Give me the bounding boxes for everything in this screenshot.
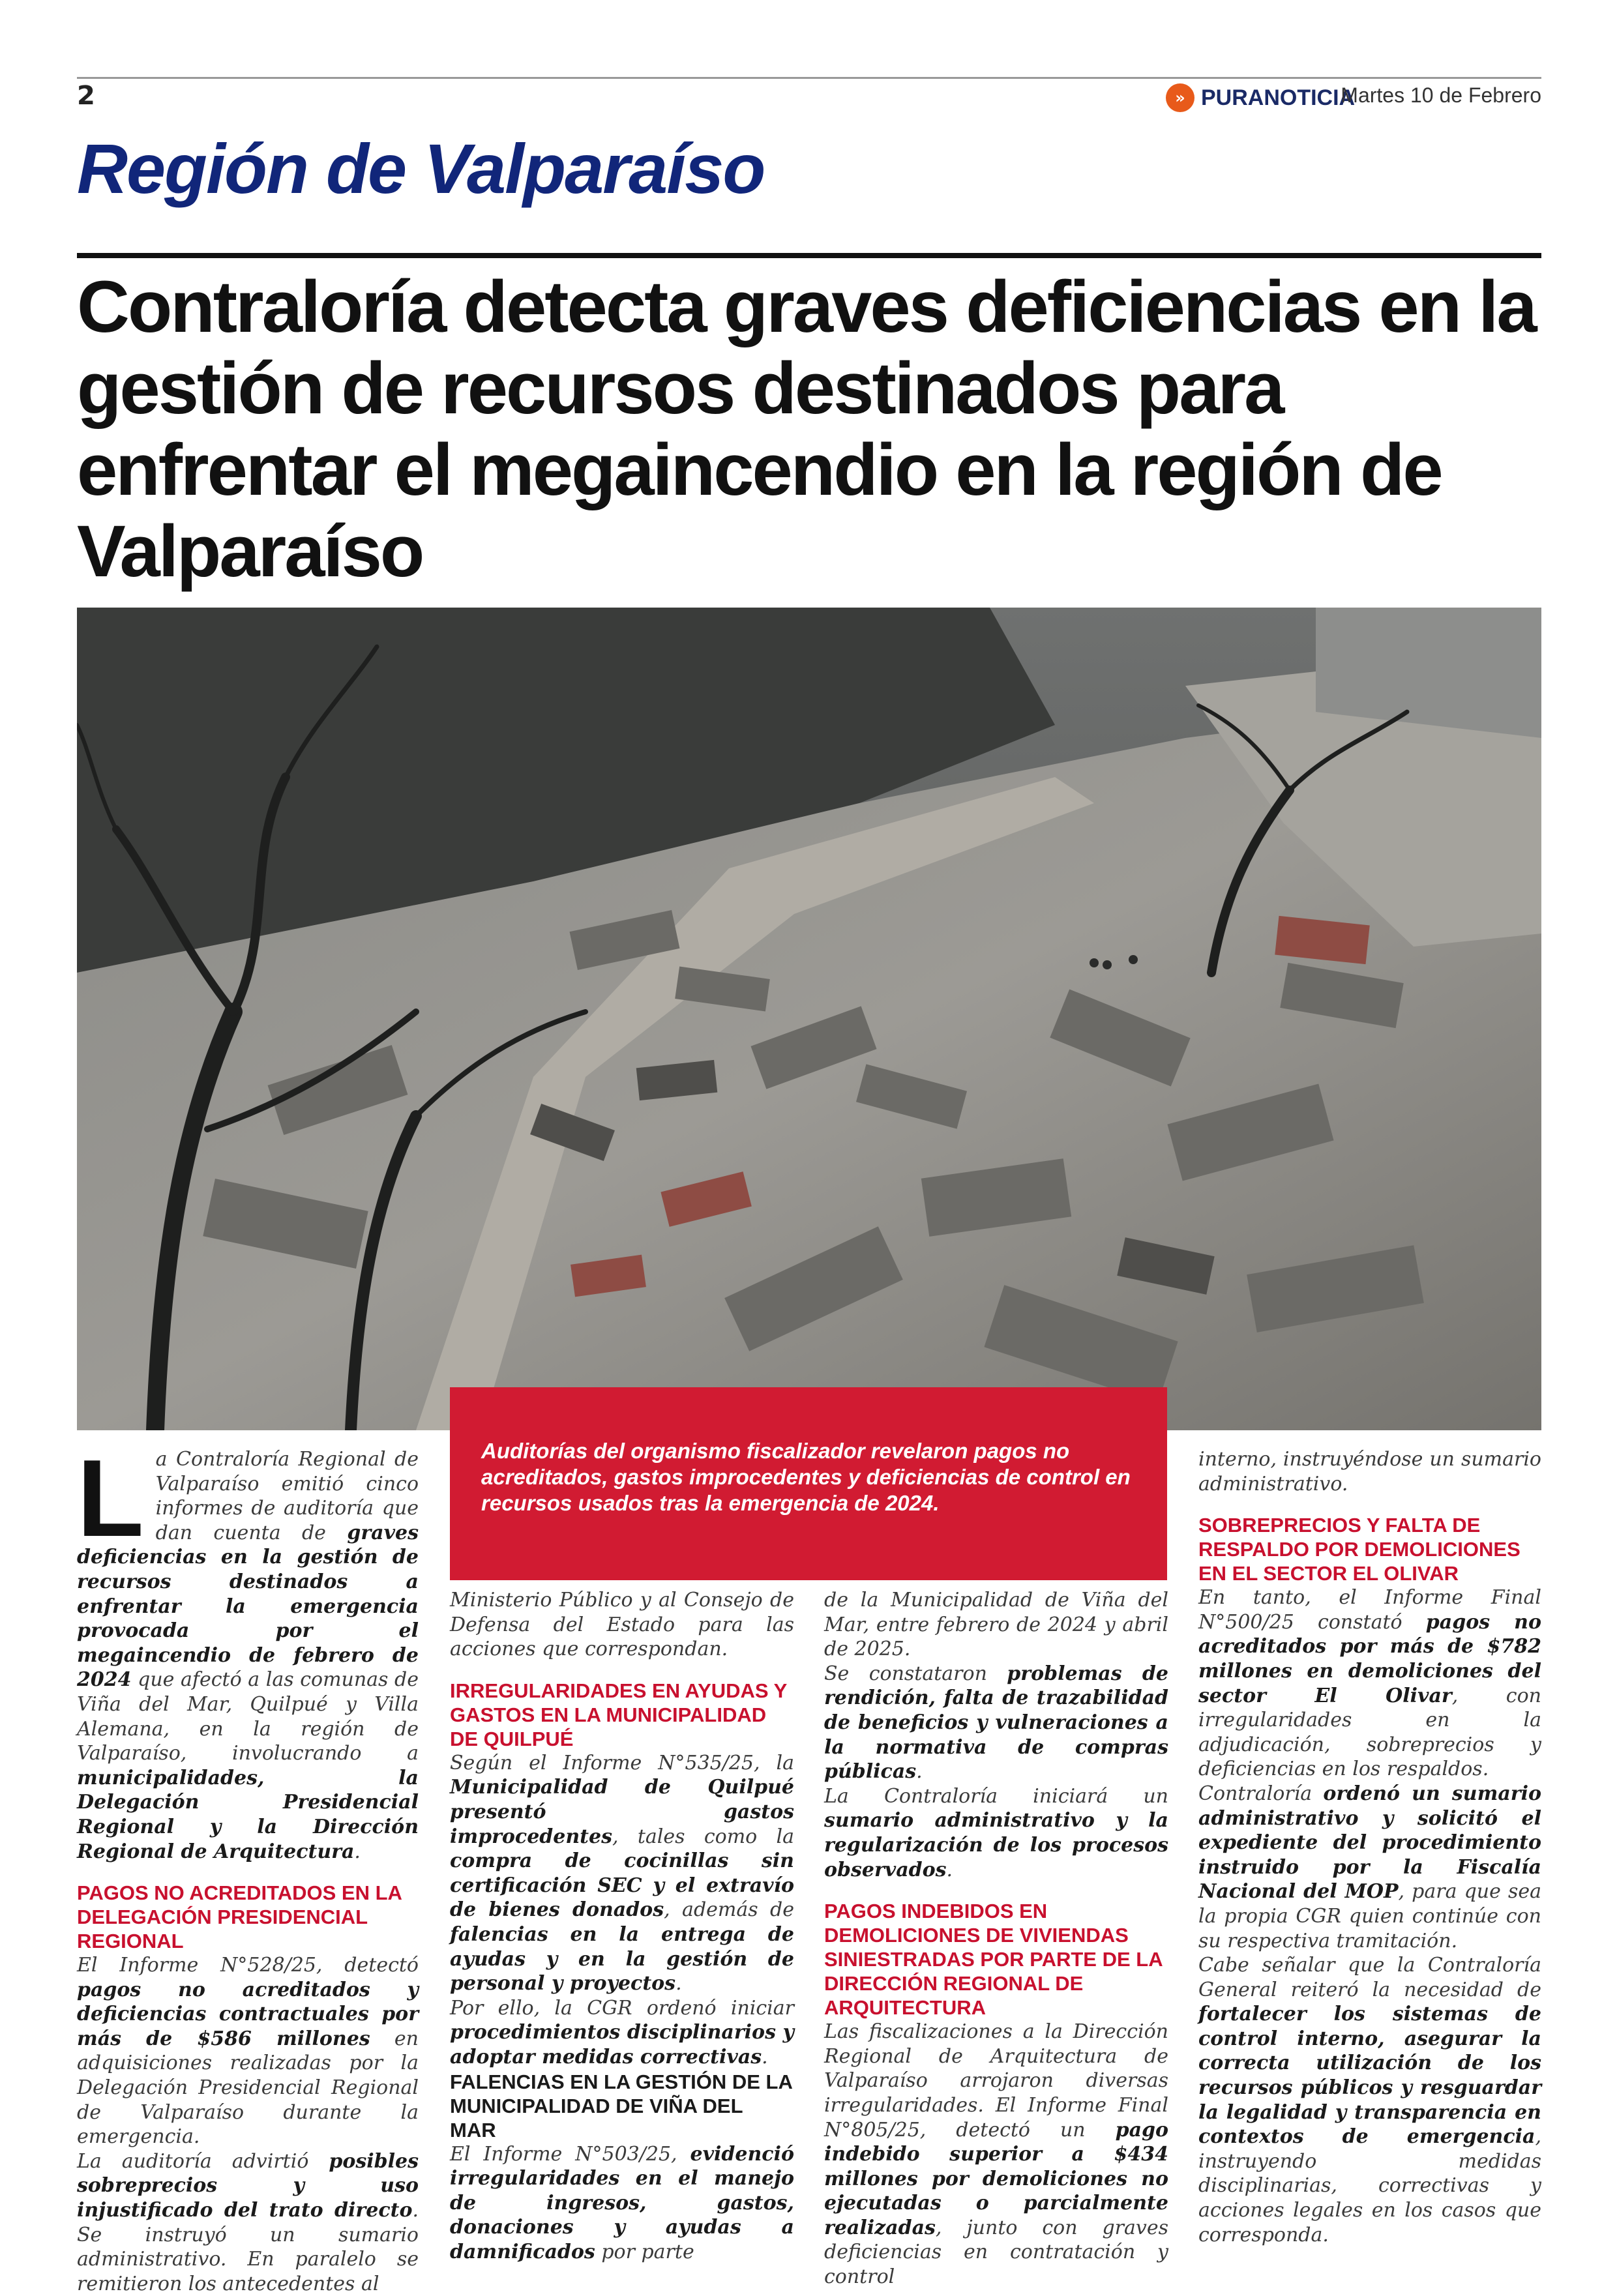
section-rule xyxy=(77,253,1541,258)
paragraph: Según el Informe N°535/25, la Municipalidad de Quilpué presentó gastos improcedentes, tales como la compra de cocinillas sin certificación SEC y el extravío de bienes donados, además de falencias en la entrega de ayudas y en la gestión de personal y proyectos. xyxy=(450,1751,795,1995)
paragraph: Por ello, la CGR ordenó iniciar procedimientos disciplinarios y adoptar medidas correctivas. xyxy=(450,1996,794,2068)
paragraph: Se constataron problemas de rendición, falta de trazabilidad de beneficios y vulneraciones a la normativa de compras públicas. xyxy=(824,1662,1168,1784)
article-callout: Auditorías del organismo fiscalizador revelaron pagos no acreditados, gastos improcedentes y deficiencias de control en recursos usados tras la emergencia de 2024. xyxy=(450,1387,1167,1580)
paragraph: La Contraloría iniciará un sumario administrativo y la regularización de los procesos observados. xyxy=(824,1784,1168,1881)
column-1 xyxy=(77,1437,419,2296)
paragraph: Ministerio Público y al Consejo de Defensa del Estado para las acciones que correspondan. xyxy=(450,1589,794,1661)
article-headline: Contraloría detecta graves deficiencias en la gestión de recursos destinados para enfrentar el megaincendio en la región de Valparaíso xyxy=(77,266,1535,592)
subheading: SOBREPRECIOS Y FALTA DE RESPALDO POR DEMOLICIONES EN EL SECTOR EL OLIVAR xyxy=(1198,1514,1521,1585)
paragraph: El Informe N°528/25, detectó pagos no acreditados y deficiencias contractuales por más de $586 millones en adquisiciones realizadas por la Delegación Presidencial Regional de Valparaíso durante la emergencia. xyxy=(77,1954,419,2149)
subheading: PAGOS NO ACREDITADOS EN LA DELEGACIÓN PRESIDENCIAL REGIONAL xyxy=(77,1881,402,1953)
play-arrows-icon: » xyxy=(1166,83,1194,112)
issue-date: Martes 10 de Febrero xyxy=(1341,83,1541,107)
paragraph: La Contraloría Regional de Valparaíso emitió cinco informes de auditoría que dan cuenta de graves deficiencias en la gestión de recursos destinados a enfrentar la emergencia provocada por el megaincendio de febrero de 2024 que afectó a las comunas de Viña del Mar, Quilpué y Villa Alemana, en la región de Valparaíso, involucrando a municipalidades, la Delegación Presidencial Regional y la Dirección Regional de Arquitectura. xyxy=(77,1437,419,1863)
paragraph: El Informe N°503/25, evidenció irregularidades en el manejo de ingresos, gastos, donaciones y ayudas a damnificados por parte xyxy=(450,2142,794,2263)
brand-logo xyxy=(1166,83,1355,112)
subheading: IRREGULARIDADES EN AYUDAS Y GASTOS EN LA MUNICIPALIDAD DE QUILPUÉ xyxy=(450,1679,787,1750)
column-4 xyxy=(1198,1447,1541,2247)
drop-cap: L xyxy=(77,1437,144,1559)
paragraph: de la Municipalidad de Viña del Mar, entre febrero de 2024 y abril de 2025. xyxy=(824,1589,1168,1661)
paragraph: En tanto, el Informe Final N°500/25 constató pagos no acreditados por más de $782 millones en demoliciones del sector El Olivar, con irregularidades en la adjudicación, sobreprecios y deficiencias en los respaldos. xyxy=(1198,1586,1541,1781)
column-2 xyxy=(450,1588,794,2264)
column-3 xyxy=(824,1588,1168,2289)
page-number: 2 xyxy=(77,81,95,111)
subheading: PAGOS INDEBIDOS EN DEMOLICIONES DE VIVIENDAS SINIESTRADAS POR PARTE DE LA DIRECCIÓN REGIONAL DE ARQUITECTURA xyxy=(824,1900,1163,2020)
paragraph: Las fiscalizaciones a la Dirección Regional de Arquitectura de Valparaíso arrojaron diversas irregularidades. El Informe Final N°805/25, detectó un pago indebido superior a $434 millones por demoliciones no ejecutadas o parcialmente realizadas, junto con graves deficiencias en contratación y control xyxy=(824,2020,1168,2289)
burned-neighborhood-photo xyxy=(77,608,1541,1430)
section-title: Región de Valparaíso xyxy=(77,129,765,208)
subheading: FALENCIAS EN LA GESTIÓN DE LA MUNICIPALIDAD DE VIÑA DEL MAR xyxy=(450,2070,792,2141)
paragraph: Cabe señalar que la Contraloría General reiteró la necesidad de fortalecer los sistemas de control interno, asegurar la correcta utilización de los recursos públicos y resguardar la legalidad y transparencia en contextos de emergencia, instruyendo medidas disciplinarias, correctivas y acciones legales en los casos que corresponda. xyxy=(1198,1954,1541,2246)
top-rule xyxy=(77,77,1541,79)
paragraph: La auditoría advirtió posibles sobreprecios y uso injustificado del trato directo. Se instruyó un sumario administrativo. En paralelo se remitieron los antecedentes al xyxy=(77,2149,419,2295)
paragraph: Contraloría ordenó un sumario administrativo y solicitó el expediente del procedimiento instruido por la Fiscalía Nacional del MOP, para que sea la propia CGR quien continúe con su respectiva tramitación. xyxy=(1198,1782,1541,1952)
brand-name: PURANOTICIA xyxy=(1201,85,1356,110)
paragraph: interno, instruyéndose un sumario administrativo. xyxy=(1198,1448,1541,1495)
